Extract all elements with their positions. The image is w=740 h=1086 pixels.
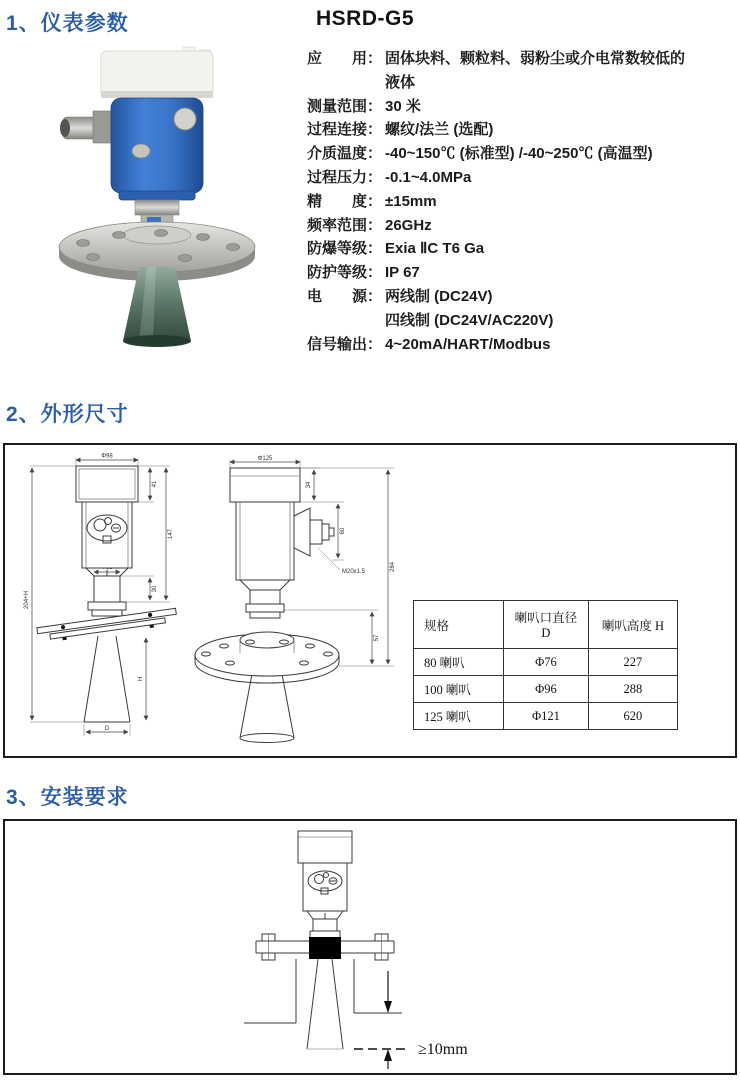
section3-title: 3、安装要求 <box>6 786 129 809</box>
section2-title: 2、外形尺寸 <box>6 403 129 426</box>
spec-value: Exia ⅡC T6 Ga <box>385 240 485 258</box>
spec-label: 电 源： <box>307 287 383 305</box>
spec-label: 防护等级： <box>307 264 383 282</box>
dimension-drawing-front <box>18 450 210 748</box>
dim-label-gland-height: 60 <box>340 527 346 535</box>
spec-row <box>307 47 737 71</box>
dim-label-horn-diameter: D <box>104 726 110 732</box>
spec-row <box>307 285 737 309</box>
spec-label <box>307 309 385 333</box>
dim-label-neck-height: 30 <box>152 585 158 593</box>
spec-value: 4~20mA/HART/Modbus <box>385 335 551 353</box>
spec-label: 应 用： <box>307 50 383 67</box>
spec-label: 过程连接： <box>307 121 383 139</box>
dim-label-flange-offset: 57 <box>374 634 380 642</box>
housing-label <box>132 144 150 158</box>
dim-label-horn-height: H <box>138 676 144 682</box>
table-cell: Φ121 <box>504 703 589 730</box>
spec-row <box>307 190 737 214</box>
spec-label: 频率范围： <box>307 216 383 234</box>
dim-label-cap-diameter: Φ125 <box>257 456 273 462</box>
dimension-drawing-side <box>192 450 407 748</box>
housing-cap <box>101 51 213 97</box>
horn-mouth <box>123 335 191 347</box>
horn-size-table <box>413 600 678 730</box>
spec-row <box>307 237 737 261</box>
header-cell: 喇叭高度 H <box>588 601 677 649</box>
table-cell: 80 喇叭 <box>414 649 504 676</box>
dim-label-housing-height: 147 <box>168 528 174 540</box>
table-cell: 227 <box>588 649 677 676</box>
spec-value: 30 米 <box>385 97 421 115</box>
spec-row <box>307 142 737 166</box>
gasket <box>309 937 341 959</box>
spec-row <box>307 95 737 119</box>
dim-label-cap-height: 34 <box>306 481 312 489</box>
dim-label-cap-width: Φ98 <box>101 453 113 460</box>
header-cell: 规格 <box>414 601 504 649</box>
spec-row <box>307 214 737 238</box>
cable-gland-hole <box>60 119 70 137</box>
spec-value: -40~150℃ (标准型) /-40~250℃ (高温型) <box>385 145 653 163</box>
dim-label-overall-height: 204+H <box>24 591 30 609</box>
section1-title: 1、仪表参数 <box>6 12 129 35</box>
spec-label: 防爆等级： <box>307 240 383 258</box>
installation-diagram <box>4 821 734 1071</box>
dim-label-overall-height: 284 <box>390 561 396 573</box>
arrow-up-icon <box>384 1049 392 1061</box>
spec-label: 精 度： <box>307 192 383 210</box>
header-cell: 喇叭口直径 D <box>504 601 589 649</box>
spec-value: ±15mm <box>385 192 437 210</box>
cable-gland-nut <box>93 111 113 143</box>
table-row <box>414 703 678 730</box>
min-protrusion-label: ≥10mm <box>418 1041 468 1058</box>
table-row <box>414 649 678 676</box>
spec-value: -0.1~4.0MPa <box>385 168 472 186</box>
spec-label: 介质温度： <box>307 145 383 163</box>
process-hex-nut <box>135 200 179 215</box>
spec-row <box>307 166 737 190</box>
spec-row <box>307 261 737 285</box>
spec-value: 26GHz <box>385 216 432 234</box>
spec-list <box>307 47 737 356</box>
spec-label: 测量范围： <box>307 97 383 115</box>
spec-label: 信号输出： <box>307 335 383 353</box>
spec-value: IP 67 <box>385 264 420 282</box>
spec-row <box>307 333 737 357</box>
table-cell: 288 <box>588 676 677 703</box>
dim-label-gland-thread: M20x1.5 <box>342 569 366 575</box>
spec-value: 固体块料、颗粒料、弱粉尘或介电常数较低的 <box>385 50 686 67</box>
table-cell: 620 <box>588 703 677 730</box>
table-cell: 125 喇叭 <box>414 703 504 730</box>
spec-label: 过程压力： <box>307 168 383 186</box>
spec-value: 两线制 (DC24V) <box>385 287 493 305</box>
spec-label <box>307 71 385 95</box>
spec-row <box>307 309 737 333</box>
spec-value: 四线制 (DC24V/AC220V) <box>385 311 554 329</box>
spec-value: 液体 <box>385 73 416 91</box>
table-cell: Φ96 <box>504 676 589 703</box>
spec-value: 螺纹/法兰 (选配) <box>385 121 494 139</box>
table-row <box>414 676 678 703</box>
arrow-down-icon <box>384 1001 392 1013</box>
housing-base-ring <box>119 191 195 200</box>
spec-row <box>307 71 737 95</box>
product-name: HSRD-G5 <box>316 7 415 30</box>
cap-shadow <box>101 91 213 98</box>
table-cell: Φ76 <box>504 649 589 676</box>
table-header-row <box>414 601 678 649</box>
housing-plug <box>174 108 196 130</box>
table-cell: 100 喇叭 <box>414 676 504 703</box>
dim-label-cap-height: 41 <box>152 480 158 488</box>
spec-row <box>307 118 737 142</box>
product-photo <box>35 45 285 360</box>
